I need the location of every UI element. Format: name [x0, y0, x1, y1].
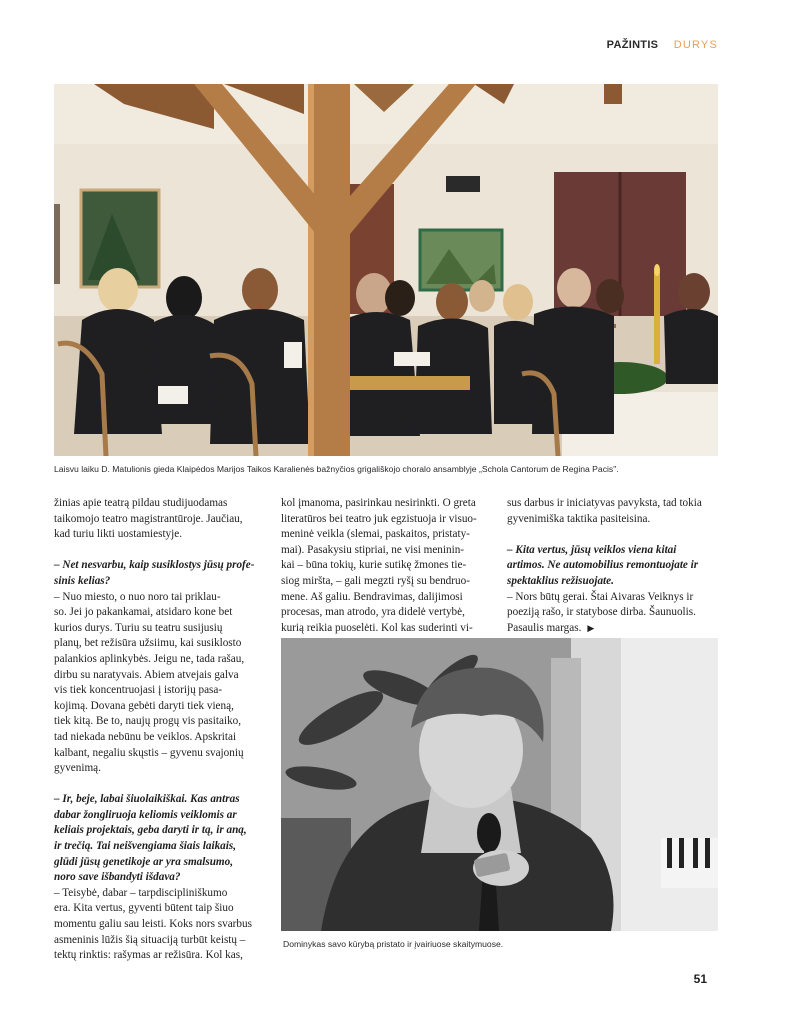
text-line: – Ir, beje, labai šiuolaikiškai. Kas antras	[54, 793, 240, 806]
text-line: vis tiek koncentruojasi į istorijų pasa-	[54, 684, 223, 697]
interview-answer	[507, 590, 722, 638]
photo-bottom-caption: Dominykas savo kūrybą pristato ir įvairiuose skaitymuose.	[283, 939, 504, 949]
magazine-label: DURYS	[673, 39, 718, 51]
text-line-content: Pasaulis margas.	[507, 621, 582, 634]
text-line: kojimą. Dovana gebėti daryti tiek vieną,	[54, 699, 234, 712]
text-line: procesas, man atrodo, yra didelė vertybė,	[281, 606, 465, 619]
text-line: – Nors būtų gerai. Štai Aivaras Veiknys ir	[507, 590, 694, 603]
text-line: kol įmanoma, pasirinkau nesirinkti. O greta	[281, 497, 476, 509]
paragraph	[54, 496, 269, 543]
interview-question	[54, 792, 269, 886]
text-line: gyvenimiška taktika pasiteisina.	[507, 512, 651, 525]
text-line: žinias apie teatrą pildau studijuodamas	[54, 497, 228, 509]
text-line: mene. Aš galiu. Bendravimas, dalijimosi	[281, 590, 463, 603]
text-line: taikomojo teatro magistrantūroje. Jaučiau,	[54, 512, 243, 525]
text-line: palankios aplinkybės. Jeigu ne, tada rašau,	[54, 652, 245, 665]
text-line: tiek kitą. Be to, naujų progų vis pasitaiko,	[54, 715, 242, 728]
text-line: noro save išbandyti išdava?	[54, 871, 181, 884]
text-line: kad turiu likti uostamiestyje.	[54, 528, 183, 541]
text-line: artimos. Ne automobilius remontuojate ir	[507, 559, 699, 572]
text-line: kalbant, negaliu skųstis – gyvenu svajonių	[54, 746, 244, 759]
text-line: – Net nesvarbu, kaip susiklostys jūsų profe-	[54, 559, 255, 572]
text-line: sus darbus ir iniciatyvas pavyksta, tad tokia	[507, 497, 702, 509]
text-line: meninė veikla (slemai, paskaitos, pristaty-	[281, 528, 470, 541]
text-line: ir trečią. Tai neišvengiama šiais laikais,	[54, 840, 237, 853]
text-line: asmeninis lūžis šią situaciją turbūt keistų –	[54, 933, 246, 946]
page-number: 51	[693, 972, 707, 986]
interview-question	[54, 558, 269, 589]
text-line: – Kita vertus, jūsų veiklos viena kitai	[507, 543, 677, 556]
triangle-right-icon: ▶	[587, 623, 595, 634]
reading-photo	[281, 638, 718, 931]
text-line: gyvenimą.	[54, 762, 101, 775]
article-column-2	[281, 496, 496, 636]
text-line	[507, 621, 722, 638]
article-column-1	[54, 496, 269, 964]
text-line: momentu galiu sau leisti. Koks nors svarbus	[54, 918, 252, 931]
choir-photo	[54, 84, 718, 456]
text-line: poeziją rašo, ir statybose dirba. Šaunuolis.	[507, 606, 696, 619]
text-line: sinis kelias?	[54, 574, 111, 587]
interview-answer	[54, 886, 269, 964]
running-header	[607, 39, 718, 51]
text-line: mai). Pasakysiu stipriai, ne visi meninin-	[281, 543, 465, 556]
text-line: dirbu su naratyvais. Abiem atvejais galva	[54, 668, 239, 681]
text-line: spektaklius režisuojate.	[507, 574, 614, 587]
text-line: – Nuo miesto, o nuo noro tai priklau-	[54, 590, 221, 603]
section-label: PAŽINTIS	[606, 39, 659, 51]
paragraph	[507, 496, 722, 527]
text-line: era. Kita vertus, gyventi būtent taip šiuo	[54, 902, 234, 915]
interview-question	[507, 543, 722, 590]
text-line: – Teisybė, dabar – tarpdiscipliniškumo	[54, 886, 228, 899]
text-line: keliais projektais, geba daryti ir tą, ir aną,	[54, 824, 247, 837]
text-line: tektų rinktis: rašymas ar režisūra. Kol kas,	[54, 949, 243, 962]
interview-answer	[54, 590, 269, 777]
text-line: kurios durys. Turiu su teatru susijusių	[54, 621, 223, 634]
text-line: so. Jei jo pakankamai, atsidaro kone bet	[54, 606, 233, 619]
text-line: tad niekada nebūnu be veiklos. Apskritai	[54, 730, 237, 743]
article-column-3	[507, 496, 722, 637]
text-line: literatūros bei teatro juk egzistuoja ir visuo-	[281, 512, 477, 525]
text-line: kai – būna tokių, kurie sutikę žmones tie-	[281, 559, 467, 572]
photo-top-caption: Laisvu laiku D. Matulionis gieda Klaipėdos Marijos Taikos Karalienės bažnyčios grigališkojo choralo ansamblyje „Schola Cantorum de Regina Pacis".	[54, 464, 619, 474]
text-line: dabar žongliruoja keliomis veiklomis ar	[54, 808, 237, 821]
text-line: glūdi jūsų genetikoje ar yra smalsumo,	[54, 855, 234, 868]
text-line: siog miršta, – gali megzti ryšį su bendruo-	[281, 574, 470, 587]
text-line: kurią reikia puoselėti. Kol kas suderinti vi-	[281, 621, 473, 634]
text-line: planų, bet režisūra užsiimu, kai susiklosto	[54, 637, 242, 650]
